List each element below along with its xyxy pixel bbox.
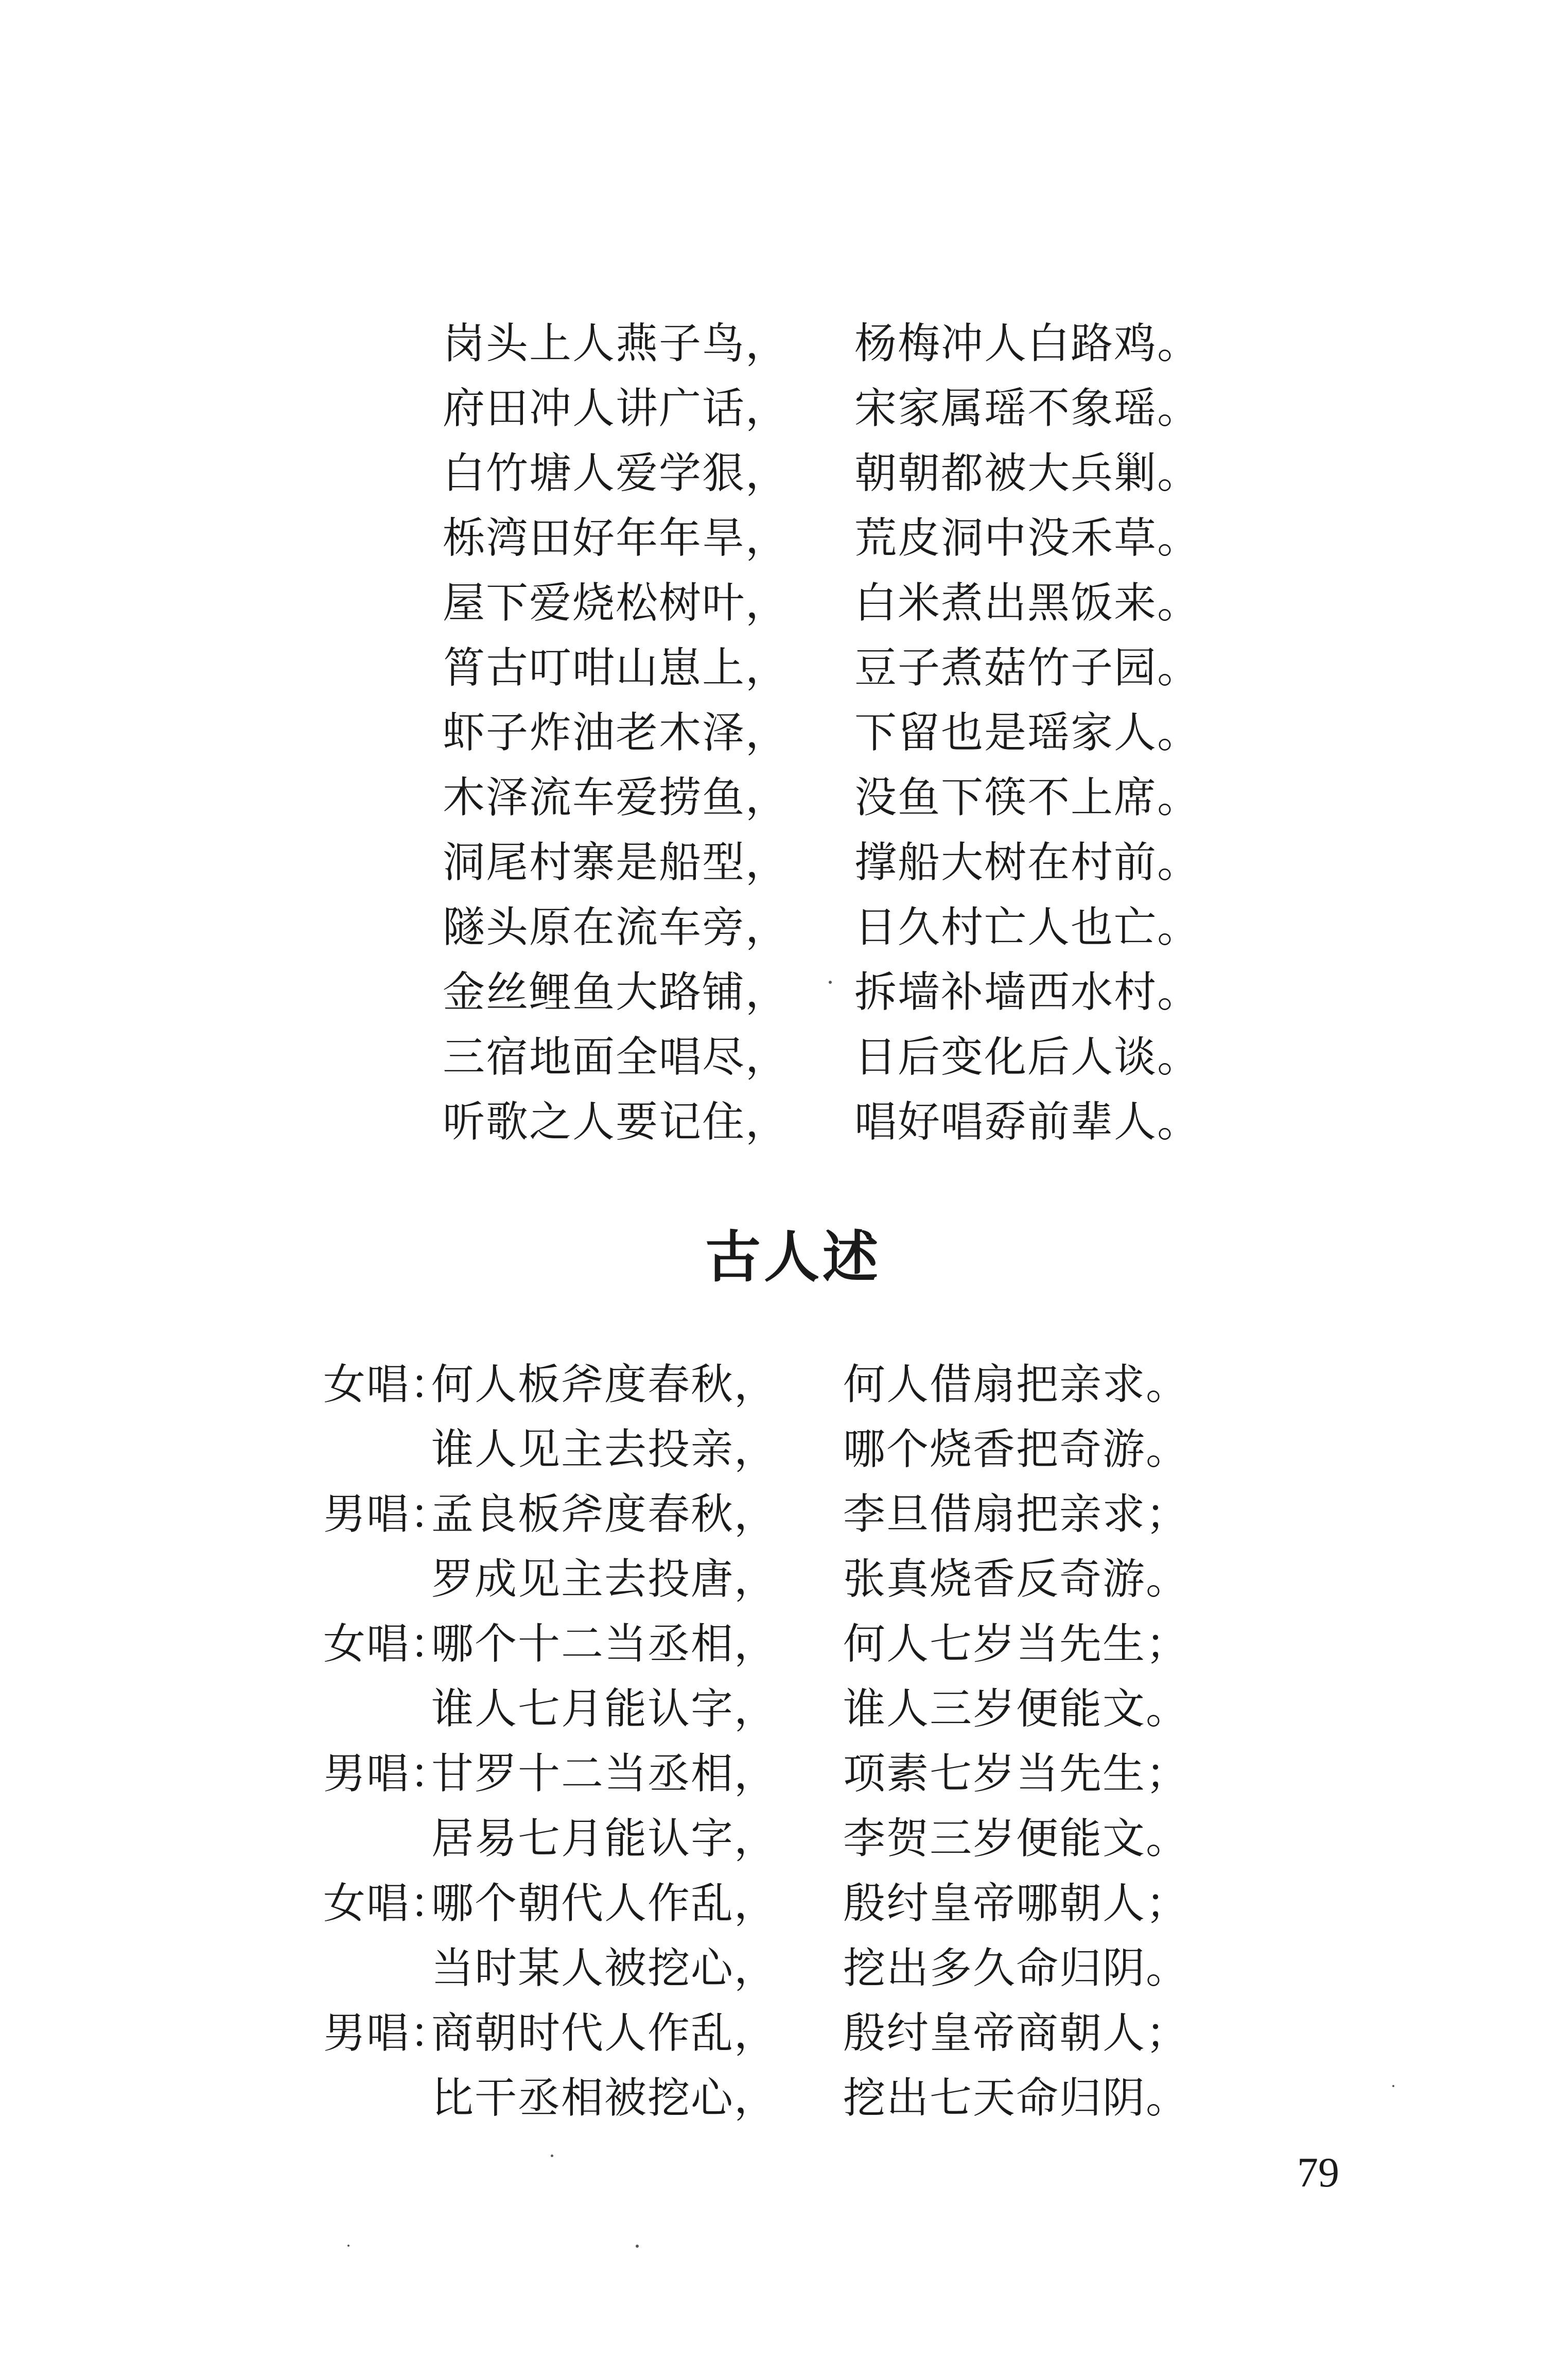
scan-speck [347,2245,349,2247]
poem-1-line-13-left: 听歌之人要记住， [443,1098,789,1146]
poem-2-line-6-left: 谁人七月能认字， [431,1684,778,1733]
poem-2-line-1-left: 何人板斧度春秋， [431,1360,778,1409]
scan-speck [551,2155,553,2157]
poem-2-line-7-right: 项素七岁当先生； [843,1749,1189,1798]
poem-2-line-4-right: 张真烧香反奇游。 [843,1555,1189,1604]
poem-2-line-12-right: 挖出七天命归阴。 [843,2074,1189,2123]
poem-1-line-8-right: 没鱼下筷不上席。 [854,773,1201,822]
poem-2-line-6-right: 谁人三岁便能文。 [843,1684,1189,1733]
poem-2-line-10-left: 当时某人被挖心， [431,1944,778,1993]
poem-2-line-8-left: 居易七月能认字， [431,1814,778,1863]
poem-2-line-5-right: 何人七岁当先生； [843,1620,1189,1669]
poem-2-line-10-right: 挖出多久命归阴。 [843,1944,1189,1993]
scan-speck [636,2245,639,2248]
poem-1-line-6-left: 筲古叮咁山崽上， [443,644,789,692]
poem-1-line-4-left: 栎湾田好年年旱， [443,514,789,563]
poem-1-line-6-right: 豆子煮菇竹子园。 [854,644,1201,692]
poem-1-line-7-right: 下留也是瑶家人。 [854,708,1201,757]
poem-2-line-2-left: 谁人见主去投亲， [431,1425,778,1474]
poem-1-line-10-right: 日久村亡人也亡。 [854,903,1201,952]
poem-1-line-3-right: 朝朝都被大兵剿。 [854,449,1201,498]
speaker-label: 男唱： [323,1749,453,1798]
poem-1-line-7-left: 虾子炸油老木泽， [443,708,789,757]
poem-2-line-3-right: 李旦借扇把亲求； [843,1490,1189,1539]
poem-2-line-2-right: 哪个烧香把奇游。 [843,1425,1189,1474]
speaker-label: 男唱： [323,2009,453,2058]
poem-1-line-4-right: 荒皮洞中没禾草。 [854,514,1201,563]
speaker-label: 女唱： [323,1620,453,1669]
poem-2-line-12-left: 比干丞相被挖心， [431,2074,778,2123]
poem-2-line-3-left: 孟良板斧度春秋， [431,1490,778,1539]
poem-2-line-5-left: 哪个十二当丞相， [431,1620,778,1669]
page-number: 79 [1297,2149,1339,2196]
poem-1-line-12-right: 日后变化后人谈。 [854,1033,1201,1082]
speaker-label: 女唱： [323,1360,453,1409]
poem-2-line-8-right: 李贺三岁便能文。 [843,1814,1189,1863]
poem-2-line-9-left: 哪个朝代人作乱， [431,1879,778,1928]
section-title: 古人述 [705,1225,882,1290]
poem-1-line-11-left: 金丝鲤鱼大路铺， [443,968,789,1017]
poem-2-line-11-left: 商朝时代人作乱， [431,2009,778,2058]
poem-2-line-9-right: 殷纣皇帝哪朝人； [843,1879,1189,1928]
poem-1-line-8-left: 木泽流车爱捞鱼， [443,773,789,822]
poem-1-line-9-left: 洞尾村寨是船型， [443,838,789,887]
poem-2-line-1-right: 何人借扇把亲求。 [843,1360,1189,1409]
poem-1-line-12-left: 三宿地面全唱尽， [443,1033,789,1082]
poem-1-line-10-left: 隧头原在流车旁， [443,903,789,952]
poem-2-line-11-right: 殷纣皇帝商朝人； [843,2009,1189,2058]
poem-1-line-2-left: 府田冲人讲广话， [443,384,789,433]
scan-speck [829,981,832,984]
poem-2-line-4-left: 罗成见主去投唐， [431,1555,778,1604]
poem-2-line-7-left: 甘罗十二当丞相， [431,1749,778,1798]
poem-1-line-13-right: 唱好唱孬前辈人。 [854,1098,1201,1146]
speaker-label: 女唱： [323,1879,453,1928]
poem-1-line-5-right: 白米煮出黑饭来。 [854,579,1201,628]
poem-1-line-5-left: 屋下爱烧松树叶， [443,579,789,628]
poem-1-line-11-right: 拆墙补墙西水村。 [854,968,1201,1017]
poem-1-line-2-right: 宋家属瑶不象瑶。 [854,384,1201,433]
speaker-label: 男唱： [323,1490,453,1539]
poem-1-line-9-right: 撑船大树在村前。 [854,838,1201,887]
poem-1-line-1-left: 岗头上人燕子鸟， [443,319,789,368]
poem-1-line-3-left: 白竹塘人爱学狠， [443,449,789,498]
scan-speck [1392,2085,1394,2087]
poem-1-line-1-right: 杨梅冲人白路鸡。 [854,319,1201,368]
